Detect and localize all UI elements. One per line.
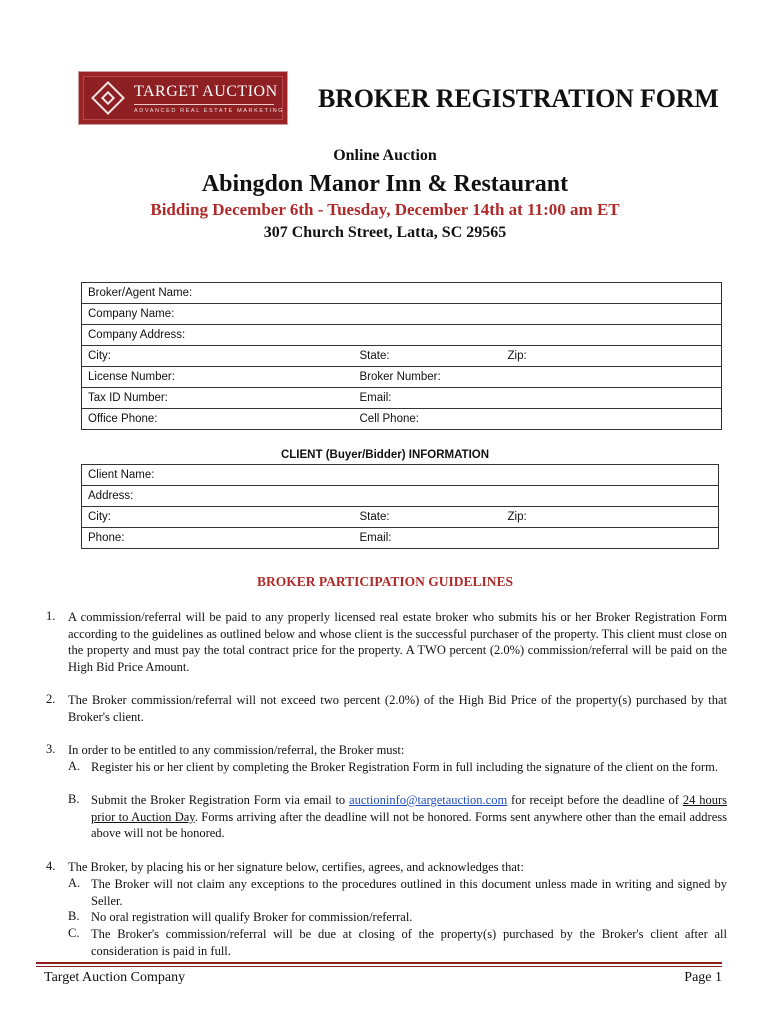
field-label: Company Address: bbox=[88, 329, 186, 341]
field-label: Address: bbox=[88, 490, 134, 502]
diamond-logo-icon bbox=[91, 81, 125, 115]
sub-item-letter: C. bbox=[68, 926, 80, 940]
field-label: Zip: bbox=[507, 350, 527, 362]
field-label: Cell Phone: bbox=[359, 413, 419, 425]
guideline-text: A commission/referral will be paid to any properly licensed real estate broker who submits his or her Broker Registration Form according to the guidelines as outlined below and whose client is the successful purchaser of the property. This client must close on the property and must pay the total contract price for the property. A TWO percent (2.0%) commission/referral will be paid on the High Bid Price Amount. bbox=[68, 610, 727, 675]
client-state-field[interactable] bbox=[354, 507, 502, 528]
field-label: License Number: bbox=[88, 371, 175, 383]
sub-item-letter: A. bbox=[68, 759, 81, 773]
guideline-text: In order to be entitled to any commission/referral, the Broker must: bbox=[68, 743, 405, 757]
field-label: Office Phone: bbox=[88, 413, 158, 425]
client-info-table bbox=[81, 464, 719, 549]
cell-phone-field[interactable] bbox=[354, 409, 722, 430]
guidelines-heading: BROKER PARTICIPATION GUIDELINES bbox=[256, 574, 514, 589]
sale-type: Online Auction bbox=[333, 147, 437, 164]
sub-item-letter: B. bbox=[68, 792, 80, 806]
field-label: Broker Number: bbox=[359, 371, 441, 383]
company-address-field[interactable] bbox=[82, 325, 722, 346]
property-name: Abingdon Manor Inn & Restaurant bbox=[201, 171, 569, 197]
sub-item-text-mid: for receipt before the deadline of bbox=[507, 793, 683, 807]
state-field[interactable] bbox=[354, 346, 502, 367]
logo-tagline: ADVANCED REAL ESTATE MARKETING bbox=[134, 108, 285, 114]
client-city-field[interactable] bbox=[82, 507, 354, 528]
client-email-field[interactable] bbox=[354, 528, 719, 549]
field-label: City: bbox=[88, 511, 111, 523]
guideline-text: The Broker, by placing his or her signature below, certifies, agrees, and acknowledges that: bbox=[68, 860, 524, 874]
client-address-field[interactable] bbox=[82, 486, 719, 507]
guideline-number: 3. bbox=[46, 742, 56, 756]
field-label: Tax ID Number: bbox=[88, 392, 168, 404]
broker-agent-name-field[interactable] bbox=[82, 283, 722, 304]
field-label: Phone: bbox=[88, 532, 125, 544]
page-number: Page 1 bbox=[684, 970, 722, 985]
form-title: BROKER REGISTRATION FORM bbox=[318, 84, 719, 113]
field-label: City: bbox=[88, 350, 111, 362]
field-label: Zip: bbox=[507, 511, 527, 523]
company-name-field[interactable] bbox=[82, 304, 722, 325]
office-phone-field[interactable] bbox=[82, 409, 354, 430]
footer-company: Target Auction Company bbox=[44, 970, 186, 985]
field-label: Email: bbox=[359, 392, 392, 404]
logo-divider bbox=[134, 104, 274, 105]
sub-item-text: No oral registration will qualify Broker for commission/referral. bbox=[91, 910, 413, 924]
client-name-field[interactable] bbox=[82, 465, 719, 486]
sub-item-text-post: . Forms arriving after the deadline will not be honored. Forms sent anywhere other than the email address above will not be honored. bbox=[91, 809, 727, 841]
email-link[interactable]: auctioninfo@targetauction.com bbox=[349, 793, 508, 807]
company-logo bbox=[78, 71, 288, 125]
footer-divider bbox=[36, 962, 722, 964]
sub-item-text: Register his or her client by completing the Broker Registration Form in full including the signature of the client on the form. bbox=[91, 760, 718, 774]
property-address: 307 Church Street, Latta, SC 29565 bbox=[263, 224, 507, 241]
broker-number-field[interactable] bbox=[354, 367, 722, 388]
tax-id-field[interactable] bbox=[82, 388, 354, 409]
guideline-number: 2. bbox=[46, 692, 56, 706]
bidding-dates: Bidding December 6th - Tuesday, December 14th at 11:00 am ET bbox=[150, 200, 620, 219]
field-label: Client Name: bbox=[88, 469, 155, 481]
sub-item-letter: A. bbox=[68, 876, 81, 890]
guideline-number: 1. bbox=[46, 609, 56, 623]
field-label: Company Name: bbox=[88, 308, 175, 320]
zip-field[interactable] bbox=[502, 346, 722, 367]
field-label: State: bbox=[359, 350, 390, 362]
deadline-text: 24 hours prior to Auction Day bbox=[91, 793, 727, 824]
guideline-number: 4. bbox=[46, 859, 56, 873]
field-label: Email: bbox=[359, 532, 392, 544]
city-field[interactable] bbox=[82, 346, 354, 367]
sub-item-text bbox=[91, 792, 727, 842]
client-section-heading: CLIENT (Buyer/Bidder) INFORMATION bbox=[280, 449, 490, 461]
broker-info-table bbox=[81, 282, 722, 430]
broker-email-field[interactable] bbox=[354, 388, 722, 409]
footer-divider-thin bbox=[36, 966, 722, 967]
client-phone-field[interactable] bbox=[82, 528, 354, 549]
sub-item-text: The Broker will not claim any exceptions to the procedures outlined in this document unless made in writing and signed by Seller. bbox=[91, 877, 727, 908]
field-label: State: bbox=[359, 511, 390, 523]
field-label: Broker/Agent Name: bbox=[88, 287, 193, 299]
logo-background bbox=[83, 76, 283, 120]
sub-item-letter: B. bbox=[68, 909, 80, 923]
logo-brand-text: TARGET AUCTION bbox=[134, 83, 278, 100]
sub-item-text-pre: Submit the Broker Registration Form via email to bbox=[91, 793, 350, 807]
license-number-field[interactable] bbox=[82, 367, 354, 388]
client-zip-field[interactable] bbox=[502, 507, 719, 528]
sub-item-text: The Broker's commission/referral will be due at closing of the property(s) purchased by the Broker's client after all consideration is paid in full. bbox=[91, 927, 727, 958]
guideline-text: The Broker commission/referral will not exceed two percent (2.0%) of the High Bid Price of the property(s) purchased by that Broker's client. bbox=[68, 693, 727, 724]
